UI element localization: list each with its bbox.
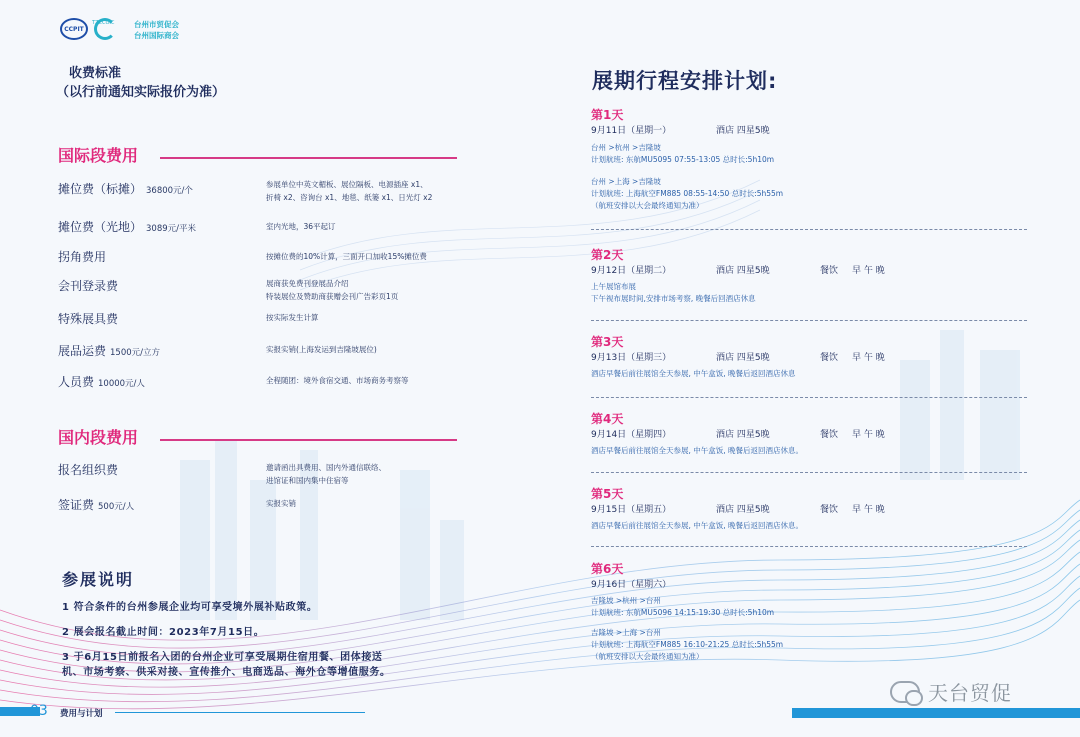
day-date: 9月13日（星期三）	[591, 353, 672, 363]
day-meal-times: 早 午 晚	[852, 505, 885, 515]
fee-desc: 全程随团：境外食宿交通、市场商务考察等	[266, 376, 409, 385]
day-hotel: 酒店 四星5晚	[716, 430, 770, 440]
day-date: 9月11日（星期一）	[591, 126, 672, 136]
fee-amount: 500元/人	[98, 502, 135, 512]
fee-desc: 按摊位费的10%计算，三面开口加收15%摊位费	[266, 252, 427, 261]
intl-heading-rule	[160, 157, 457, 159]
day-header	[591, 263, 1031, 279]
fee-name: 会刊登录费	[58, 279, 119, 293]
day-block	[591, 410, 1031, 457]
day-divider	[591, 546, 1027, 547]
footer-accent-bar-right	[792, 708, 1080, 718]
fee-name: 摊位费（标摊） 36800元/个	[58, 182, 193, 196]
day-block	[591, 106, 1031, 212]
day-block	[591, 560, 1031, 663]
logo-subtext: TZCCOIC	[92, 20, 115, 26]
fee-desc: 实报实销(上海发运到吉隆坡展位)	[266, 345, 377, 354]
day-hotel: 酒店 四星5晚	[716, 126, 770, 136]
fee-name: 展品运费 1500元/立方	[58, 344, 161, 358]
day-details: 吉隆坡 >杭州 >台州 计划航班: 东航MU5096 14:15-19:30 总时长:5h10m 吉隆坡 >上海 >台州 计划航班: 上海航空FM885 16:10-21:25 总时长:5h55m （航班安排以大会最终通知为准）	[591, 596, 784, 661]
day-date: 9月16日（星期六）	[591, 580, 672, 590]
org-name-2: 台州国际商会	[134, 31, 179, 40]
org-name-1: 台州市贸促会	[134, 20, 179, 29]
day-details: 上午展馆布展 下午视布展时间,安排市场考察, 晚餐后回酒店休息	[591, 282, 756, 303]
fee-desc: 参展单位中英文楣板、展位隔板、电源插座 x1、 折椅 x2、咨询台 x1、地毯、纸篓 x1、日光灯 x2	[266, 180, 433, 202]
day-details: 台州 >杭州 >吉隆坡 计划航班: 东航MU5095 07:55-13:05 总时长:5h10m 台州 >上海 >吉隆坡 计划航班: 上海航空FM885 08:55-14:50 总时长:5h55m （航班安排以大会最终通知为准）	[591, 143, 784, 210]
schedule-title: 展期行程安排计划:	[592, 69, 778, 93]
day-details: 酒店早餐后前往展馆全天参展, 中午盒饭, 晚餐后返回酒店休息。	[591, 521, 804, 530]
day-header	[591, 502, 1031, 518]
notes-title: 参展说明	[62, 570, 135, 589]
day-hotel: 酒店 四星5晚	[716, 505, 770, 515]
fee-name: 报名组织费	[58, 463, 119, 477]
note-item: 1 符合条件的台州参展企业均可享受境外展补贴政策。	[62, 602, 318, 613]
day-block	[591, 485, 1031, 532]
day-divider	[591, 229, 1027, 230]
wechat-icon	[890, 681, 920, 703]
fee-standard-title	[56, 64, 226, 102]
org-names	[134, 19, 179, 41]
fee-amount: 10000元/人	[98, 379, 145, 389]
fee-desc: 实报实销	[266, 499, 296, 508]
note-item: 2 展会报名截止时间：2023年7月15日。	[62, 627, 265, 638]
fee-desc: 邀请函出具费用、国内外通信联络、 进馆证和国内集中住宿等	[266, 463, 386, 485]
fee-name: 特殊展具费	[58, 312, 119, 326]
day-meal: 餐饮	[820, 505, 839, 515]
day-hotel: 酒店 四星5晚	[716, 266, 770, 276]
intl-fee-heading: 国际段费用	[58, 146, 139, 165]
day-meal-times: 早 午 晚	[852, 266, 885, 276]
day-label: 第2天	[591, 248, 624, 262]
note-item: 3 于6月15日前报名入团的台州企业可享受展期住宿用餐、团体接送	[62, 652, 383, 663]
domestic-heading-rule	[160, 439, 457, 441]
note-item: 机、市场考察、供采对接、宣传推介、电商选品、海外仓等增值服务。	[62, 667, 391, 678]
fee-name: 拐角费用	[58, 250, 107, 264]
fee-desc: 按实际发生计算	[266, 313, 319, 322]
day-header	[591, 577, 1031, 593]
fee-amount: 1500元/立方	[110, 348, 161, 358]
day-meal-times: 早 午 晚	[852, 430, 885, 440]
fee-name: 人员费 10000元/人	[58, 375, 145, 389]
watermark-text: 天台贸促	[928, 681, 1012, 705]
day-header	[591, 123, 1031, 139]
day-header	[591, 427, 1031, 443]
day-date: 9月12日（星期二）	[591, 266, 672, 276]
day-details: 酒店早餐后前往展馆全天参展, 中午盒饭, 晚餐后返回酒店休息。	[591, 446, 804, 455]
fee-title-line1: 收费标准	[69, 66, 122, 81]
fee-name: 签证费 500元/人	[58, 498, 135, 512]
footer-rule	[115, 712, 365, 713]
day-details: 酒店早餐后前往展馆全天参展, 中午盒饭, 晚餐后返回酒店休息	[591, 369, 796, 378]
fee-amount: 3089元/平米	[146, 224, 197, 234]
domestic-fee-heading: 国内段费用	[58, 428, 139, 447]
day-divider	[591, 320, 1027, 321]
page-number: 03	[30, 703, 48, 719]
day-label: 第5天	[591, 487, 624, 501]
day-meal: 餐饮	[820, 266, 839, 276]
day-header	[591, 350, 1031, 366]
fee-desc: 展商获免费刊登展品介绍 特装展位及赞助商获赠会刊广告彩页1页	[266, 279, 399, 301]
day-meal-times: 早 午 晚	[852, 353, 885, 363]
day-meal: 餐饮	[820, 430, 839, 440]
watermark	[890, 677, 1012, 706]
fee-title-line2: （以行前通知实际报价为准）	[56, 85, 226, 100]
day-label: 第3天	[591, 335, 624, 349]
day-block	[591, 246, 1031, 305]
day-label: 第4天	[591, 412, 624, 426]
footer-label: 费用与计划	[60, 709, 103, 719]
day-meal: 餐饮	[820, 353, 839, 363]
ccpit-logo-icon: CCPIT	[60, 18, 88, 40]
day-date: 9月15日（星期五）	[591, 505, 672, 515]
day-divider	[591, 472, 1027, 473]
day-label: 第6天	[591, 562, 624, 576]
fee-desc: 室内光地，36平起订	[266, 222, 336, 231]
day-block	[591, 333, 1031, 380]
day-hotel: 酒店 四星5晚	[716, 353, 770, 363]
day-date: 9月14日（星期四）	[591, 430, 672, 440]
fee-name: 摊位费（光地） 3089元/平米	[58, 220, 197, 234]
fee-amount: 36800元/个	[146, 186, 193, 196]
day-label: 第1天	[591, 108, 624, 122]
day-divider	[591, 397, 1027, 398]
